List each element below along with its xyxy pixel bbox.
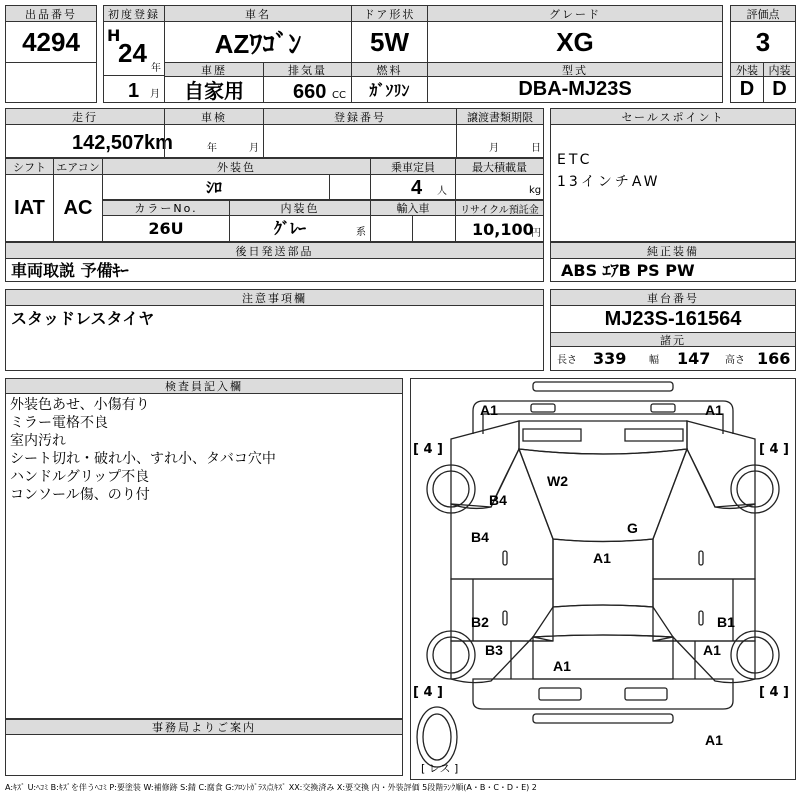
damage-mark: A1 [705, 732, 723, 748]
rear-door-right [653, 579, 755, 641]
recycle-cell [455, 215, 544, 242]
hood [519, 421, 687, 454]
damage-diagram [410, 378, 796, 780]
int-color-header: 内装色 [229, 200, 371, 216]
width: 147 [677, 349, 711, 368]
front-bumper [473, 401, 733, 434]
capacity-unit: 人 [437, 186, 447, 197]
legend: A:ｷｽﾞ U:ﾍｺﾐ B:ｷｽﾞを伴うﾍｺﾐ P:要塗装 W:補修跡 S:錆 C:腐食 G:ﾌﾛﾝﾄｶﾞﾗｽ点ｷｽﾞ XX:交換済み X:要交換 内・外装評価 5段階ﾗﾝｸ順(A・B・C・D・E) 2 [5, 783, 537, 792]
sales-point-item: ETC [557, 152, 593, 168]
headlight-right [625, 429, 683, 441]
car-name-header: 車名 [164, 5, 352, 22]
damage-mark: B2 [471, 614, 489, 630]
door-header: ドア形状 [351, 5, 428, 22]
damage-mark: W2 [547, 473, 568, 489]
damage-mark: B3 [485, 642, 503, 658]
tire-label-fl: [ 4 ] [413, 442, 443, 457]
year-unit: 年 [151, 63, 161, 74]
door-handle-rr [699, 611, 703, 625]
office-header: 事務局よりご案内 [5, 719, 403, 735]
exterior-grade: D [739, 78, 755, 100]
transfer-day-unit: 日 [531, 143, 541, 154]
era: H [107, 26, 121, 45]
score: 3 [755, 26, 771, 57]
inspector-notes [10, 396, 276, 504]
recycle-header: リサイクル預託金 [455, 200, 544, 216]
model-code: DBA-MJ23S [518, 78, 632, 100]
sales-point-cell [550, 124, 796, 242]
exterior-cell [730, 76, 764, 103]
recycle-unit: 円 [531, 228, 541, 239]
tire-label-rr: [ 4 ] [759, 685, 789, 700]
inspector-note: 室内汚れ [10, 433, 66, 449]
inspector-note: コンソール傷、のり付 [10, 487, 150, 503]
tail-light-lines [511, 641, 695, 679]
front-bumper-top [533, 382, 673, 391]
inspector-header: 検査員記入欄 [5, 378, 403, 394]
transfer-header: 譲渡書類期限 [456, 108, 544, 125]
ext-color-extra [329, 174, 371, 200]
month-unit: 月 [150, 89, 160, 100]
inspector-note: ミラー電格不良 [10, 415, 108, 431]
interior-header: 内装 [763, 62, 796, 77]
mileage-unit: km [144, 132, 173, 154]
headlight-left [523, 429, 581, 441]
lot-no-cell [5, 21, 97, 63]
front-fender-left [451, 421, 519, 508]
displacement-cell [263, 76, 352, 103]
car-name: AZﾜｺﾞﾝ [214, 28, 302, 59]
interior-cell [763, 76, 796, 103]
color-no-cell [102, 215, 230, 242]
rear-bumper [473, 679, 733, 709]
tire-label-rl: [ 4 ] [413, 685, 443, 700]
aircon-cell [53, 174, 103, 242]
later-parts-header: 後日発送部品 [5, 242, 544, 259]
reg-no-header: 登録番号 [263, 108, 457, 125]
mileage-cell [5, 124, 173, 158]
inspection-header: 車検 [164, 108, 264, 125]
first-reg-year-cell [103, 21, 165, 76]
rear-door-left [451, 579, 553, 641]
sales-point-header: セールスポイント [550, 108, 796, 125]
inspection-month-unit: 月 [249, 143, 259, 154]
height-label: 高さ [725, 355, 745, 366]
inspector-note: シート切れ・破れ小、すれ小、タバコ穴中 [10, 451, 276, 467]
displacement-unit: CC [332, 90, 346, 101]
height: 166 [757, 349, 791, 368]
int-color: ｸﾞﾚｰ [274, 219, 307, 238]
fuel: ｶﾞｿﾘﾝ [369, 81, 410, 100]
capacity-cell [370, 174, 456, 200]
length-label: 長さ [557, 355, 577, 366]
inspector-note: 外装色あせ、小傷有り [10, 397, 150, 413]
door-handle-rl [503, 611, 507, 625]
reg-no-cell [263, 124, 457, 158]
car-name-cell [164, 21, 352, 63]
damage-mark: A1 [553, 658, 571, 674]
equipment: ABS ｴｱB PS PW [561, 261, 695, 280]
transfer-cell [456, 124, 544, 158]
displacement: 660 [293, 81, 327, 103]
rear-window [533, 605, 673, 637]
notices: スタッドレスタイヤ [11, 309, 155, 328]
ext-color-cell [102, 174, 330, 200]
model-header: 型式 [427, 62, 723, 77]
int-color-cell [229, 215, 371, 242]
length: 339 [593, 349, 627, 368]
capacity: 4 [411, 177, 423, 199]
color-no-header: カラーNo. [102, 200, 230, 216]
dims-cell [550, 346, 796, 371]
displacement-header: 排気量 [263, 62, 352, 77]
damage-mark: G [627, 520, 638, 536]
grade-cell [427, 21, 723, 63]
int-color-unit: 系 [356, 227, 366, 238]
history-header: 車歴 [164, 62, 264, 77]
windshield [519, 449, 687, 542]
rear-bumper-bottom [533, 714, 673, 723]
fog-lamp-right [651, 404, 675, 412]
chassis-cell [550, 305, 796, 333]
chassis-no: MJ23S-161564 [604, 307, 742, 330]
car-outline [411, 379, 795, 779]
fuel-cell [351, 76, 428, 103]
lot-no-blank [5, 62, 97, 103]
notices-header: 注意事項欄 [5, 289, 544, 306]
office-cell [5, 734, 403, 776]
import-cell-b [412, 215, 456, 242]
exterior-header: 外装 [730, 62, 764, 77]
first-reg-header: 初度登録 [103, 5, 165, 22]
lot-no-header: 出品番号 [5, 5, 97, 22]
fog-lamp-left [531, 404, 555, 412]
shift: IAT [14, 196, 45, 219]
grade: XG [556, 26, 594, 57]
tire-label-fr: [ 4 ] [759, 442, 789, 457]
max-load-cell [455, 174, 544, 200]
aircon-header: エアコン [53, 158, 103, 175]
front-door-right [653, 449, 755, 579]
shift-header: シフト [5, 158, 54, 175]
equipment-cell [550, 258, 796, 282]
damage-mark: B4 [471, 529, 489, 545]
interior-grade: D [772, 78, 787, 100]
sales-point-item: 13インチAW [557, 174, 661, 190]
door-handle-fr [699, 551, 703, 565]
reflector-right [625, 688, 667, 700]
transfer-month-unit: 月 [489, 143, 499, 154]
damage-mark: A1 [480, 402, 498, 418]
inspector-notes-cell [5, 393, 403, 719]
recycle-fee: 10,100 [472, 220, 534, 239]
ext-color: ｼﾛ [206, 178, 223, 197]
front-fender-right [687, 421, 755, 508]
reg-month: 1 [128, 80, 140, 102]
damage-mark: A1 [703, 642, 721, 658]
mileage-header: 走行 [5, 108, 165, 125]
import-header: 輸入車 [370, 200, 456, 216]
shift-cell [5, 174, 54, 242]
chassis-header: 車台番号 [550, 289, 796, 306]
aircon: AC [63, 196, 93, 219]
score-header: 評価点 [730, 5, 796, 22]
damage-mark: B4 [489, 492, 507, 508]
equipment-header: 純正装備 [550, 242, 796, 259]
ext-color-header: 外装色 [102, 158, 371, 175]
mileage: 142,507 [72, 132, 145, 154]
color-no: 26U [148, 219, 184, 238]
later-parts: 車両取説 予備ｷｰ [11, 261, 129, 280]
first-reg-month-cell [103, 75, 165, 103]
model-cell [427, 76, 723, 103]
import-cell-a [370, 215, 413, 242]
history: 自家用 [184, 81, 244, 103]
capacity-header: 乗車定員 [370, 158, 456, 175]
notices-cell [5, 305, 544, 371]
width-label: 幅 [649, 355, 659, 366]
reg-year: 24 [118, 38, 147, 68]
dims-header: 諸元 [550, 332, 796, 347]
history-cell [164, 76, 264, 103]
spare-tire [417, 707, 457, 767]
damage-mark: B1 [717, 614, 735, 630]
door-type: 5W [370, 26, 409, 57]
inspection-year-unit: 年 [207, 143, 217, 154]
door-handle-fl [503, 551, 507, 565]
max-load-unit: kg [529, 185, 542, 196]
reflector-left [539, 688, 581, 700]
inspector-note: ハンドルグリップ不良 [10, 469, 150, 485]
front-door-left [451, 449, 553, 579]
later-parts-cell [5, 258, 544, 282]
lot-no: 4294 [22, 26, 80, 57]
score-cell [730, 21, 796, 63]
inspection-cell [164, 124, 264, 158]
grade-header: グレード [427, 5, 723, 22]
door-cell [351, 21, 428, 63]
max-load-header: 最大積載量 [455, 158, 544, 175]
damage-mark: A1 [705, 402, 723, 418]
damage-mark: A1 [593, 550, 611, 566]
fuel-header: 燃料 [351, 62, 428, 77]
tire-label-spare: [ レス ] [421, 762, 459, 775]
